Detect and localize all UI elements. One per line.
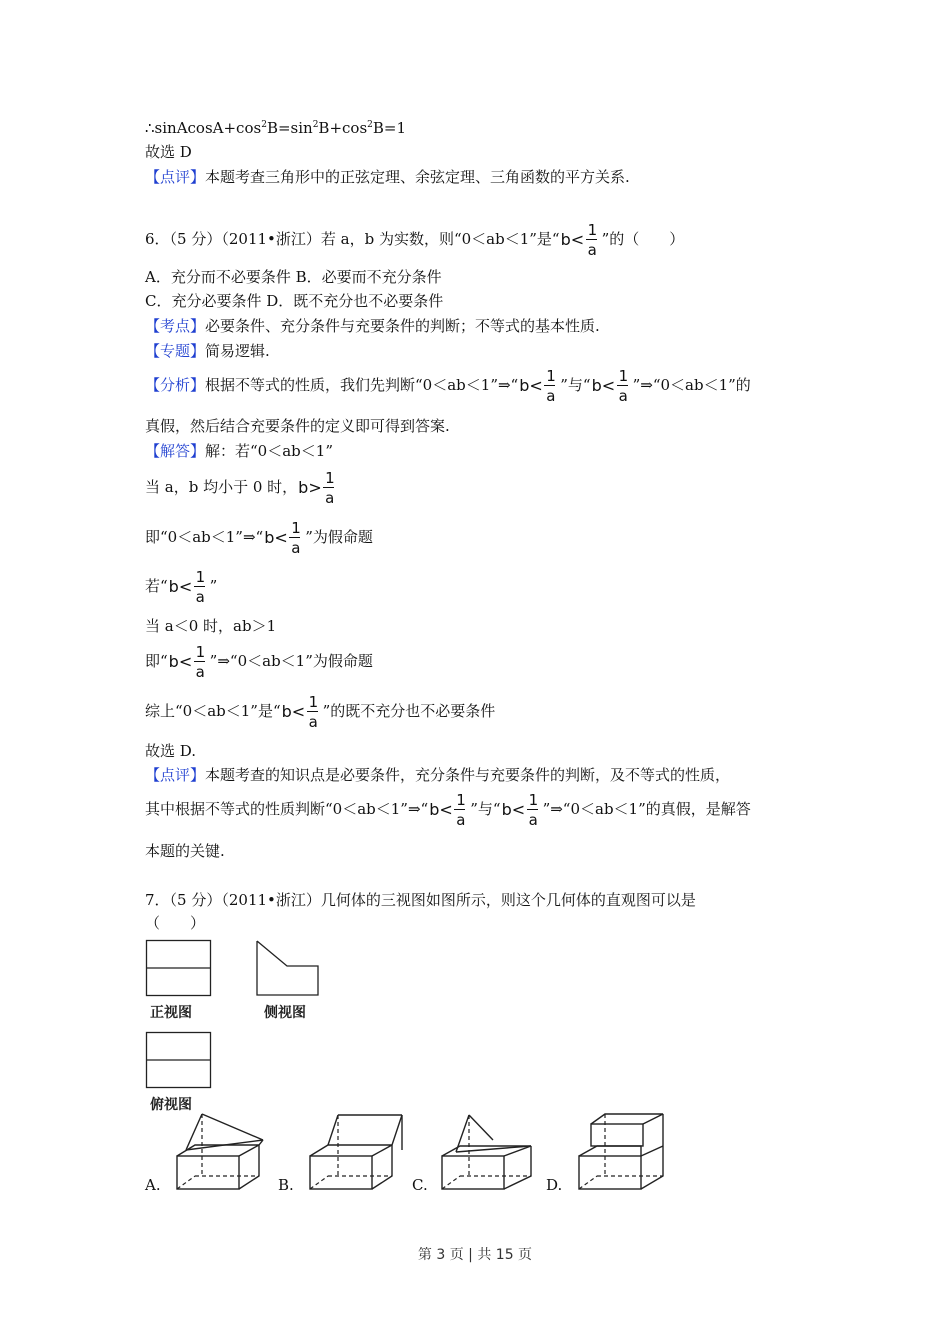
q6-fenxi-line2: 真假，然后结合充要条件的定义即可得到答案.: [145, 417, 450, 435]
prev-review: 【点评】本题考查三角形中的正弦定理、余弦定理、三角函数的平方关系.: [145, 168, 630, 186]
fraction: b< 1 a: [429, 791, 466, 829]
fraction: b< 1 a: [264, 519, 301, 557]
q6-dianping-line2: 其中根据不等式的性质判断“0＜ab＜1”⇒“ b< 1 a ”与“ b< 1 a ”⇒“0＜ab＜1”的真假，是解答: [145, 791, 751, 829]
front-view-figure: [146, 940, 212, 996]
q6-answer: 故选 D.: [145, 742, 197, 760]
q6-step1: 当 a，b 均小于 0 时， b> 1 a: [145, 470, 339, 506]
q6-step6: 综上“0＜ab＜1”是“ b< 1 a ”的既不充分也不必要条件: [145, 693, 496, 731]
prev-answer: 故选 D: [145, 143, 192, 161]
q6-jieda: 【解答】解：若“0＜ab＜1”: [145, 442, 333, 460]
q6-dianping: 【点评】本题考查的知识点是必要条件，充分条件与充要条件的判断，及不等式的性质，: [145, 766, 731, 784]
option-b-solid: [308, 1110, 403, 1192]
q6-kaodian: 【考点】必要条件、充分条件与充要条件的判断；不等式的基本性质.: [145, 317, 600, 335]
option-a-solid: [175, 1110, 270, 1192]
fraction: b< 1 a: [281, 693, 319, 731]
q7-stem: 7．（5 分）（2011•浙江）几何体的三视图如图所示，则这个几何体的直观图可以是: [145, 891, 696, 909]
q6-zhuanti: 【专题】简易逻辑.: [145, 342, 270, 360]
q6-fenxi: 【分析】根据不等式的性质，我们先判断“0＜ab＜1”⇒“ b< 1 a ”与“ b< 1 a ”⇒“0＜ab＜1”的: [145, 367, 751, 405]
fraction: b< 1 a: [168, 568, 206, 606]
option-d-label: D.: [546, 1176, 563, 1194]
fraction-b-gt-1-over-a: b> 1 a: [298, 469, 335, 507]
option-d-solid: [577, 1112, 672, 1194]
review-tag: 【点评】: [145, 168, 206, 186]
q7-blank: （ ）: [145, 914, 206, 932]
fraction: b< 1 a: [519, 367, 556, 405]
side-view-label: 侧视图: [264, 1005, 306, 1021]
q6-options-line2: C．充分必要条件 D．既不充分也不必要条件: [145, 292, 444, 310]
fraction: b< 1 a: [168, 643, 206, 681]
option-c-label: C.: [412, 1176, 428, 1194]
top-view-label: 俯视图: [150, 1097, 192, 1113]
fraction: b< 1 a: [591, 367, 629, 405]
option-c-solid: [441, 1112, 536, 1194]
q6-step3: 若“ b< 1 a ”: [145, 568, 218, 606]
front-view-label: 正视图: [150, 1005, 192, 1021]
formula-line: $\therefore sinAcosA+\cos^2B=\sin^2B+\cos^2B=1$: [145, 119, 407, 137]
q6-step5: 即“ b< 1 a ”⇒“0＜ab＜1”为假命题: [145, 643, 373, 681]
side-view-figure: [256, 940, 320, 996]
option-a-label: A.: [145, 1176, 161, 1194]
page-footer: 第 3 页 | 共 15 页: [417, 1247, 533, 1263]
top-view-figure: [146, 1032, 212, 1088]
q6-dianping-line3: 本题的关键.: [145, 842, 225, 860]
q6-step4: 当 a＜0 时，ab＞1: [145, 617, 277, 635]
fraction-b-lt-1-over-a: b< 1 a: [560, 221, 598, 259]
q6-step2: 即“0＜ab＜1”⇒“ b< 1 a ”为假命题: [145, 519, 373, 557]
fraction: b< 1 a: [501, 791, 539, 829]
q6-stem: 6．（5 分）（2011•浙江）若 a，b 为实数，则“0＜ab＜1”是“ b< 1 a ”的（ ）: [145, 221, 685, 259]
option-b-label: B.: [278, 1176, 294, 1194]
q6-options-line1: A．充分而不必要条件 B．必要而不充分条件: [145, 268, 442, 286]
